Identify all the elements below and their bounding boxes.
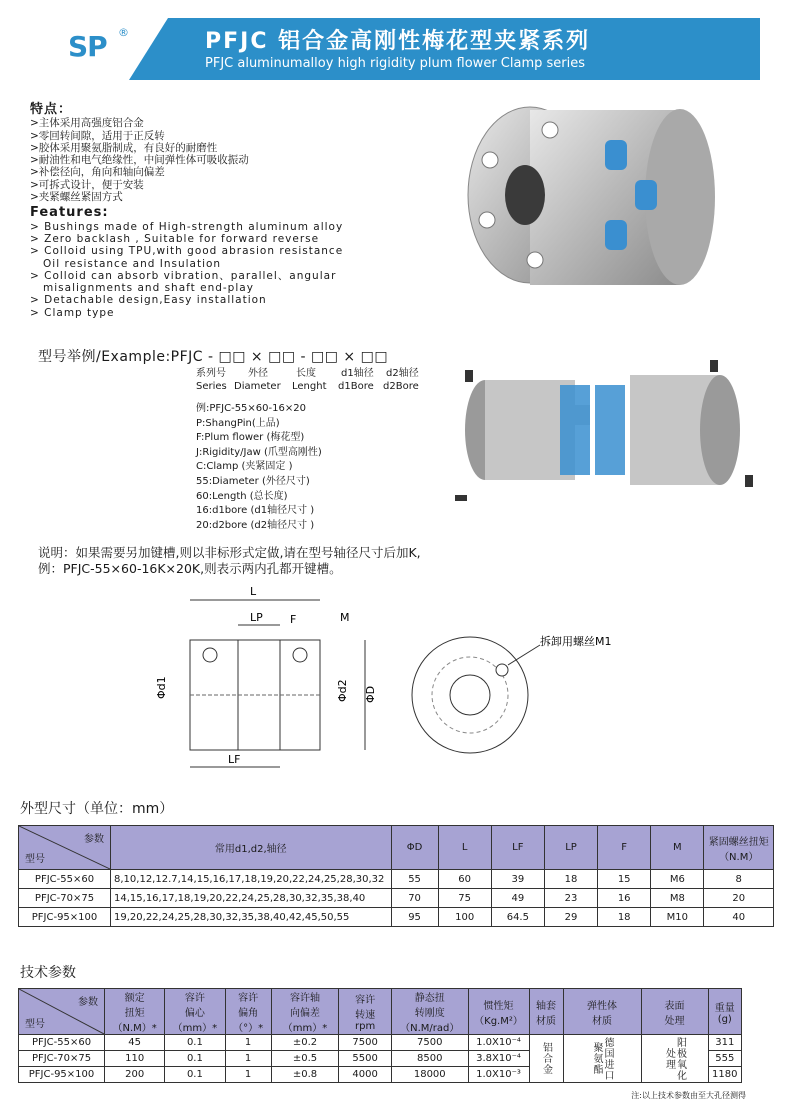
list-item: P:ShangPin(上品) bbox=[196, 417, 280, 429]
dim-M-label: M bbox=[340, 611, 350, 624]
note-line: 例：PFJC-55×60-16K×20K,则表示两内孔都开键槽。 bbox=[38, 561, 342, 576]
list-item: > Detachable design,Easy installation bbox=[30, 294, 267, 307]
table-row: PFJC-95×100 19,20,22,24,25,28,30,32,35,38,40,42,45,50,55 95 100 64.5 29 18 M10 40 bbox=[19, 908, 774, 927]
column-label: d2Bore bbox=[383, 381, 419, 392]
column-header: 容许 转速 rpm bbox=[339, 989, 392, 1035]
column-label: d1轴径 bbox=[341, 368, 374, 379]
list-item: 例:PFJC-55×60-16×20 bbox=[196, 403, 306, 414]
list-item: F:Plum flower (梅花型) bbox=[196, 432, 305, 444]
column-header: 容许 偏角 （°）* bbox=[225, 989, 271, 1035]
list-item: >夹紧螺丝紧固方式 bbox=[30, 191, 123, 204]
tech-table bbox=[18, 988, 742, 1083]
column-header: L bbox=[438, 826, 491, 870]
list-item: 60:Length (总长度) bbox=[196, 490, 288, 502]
column-header: 轴套 材质 bbox=[529, 989, 563, 1035]
list-item: J:Rigidity/Jaw (爪型高刚性) bbox=[196, 446, 322, 458]
brand-logo bbox=[50, 20, 170, 78]
features-cn-list bbox=[30, 117, 450, 203]
column-header: 常用d1,d2,轴径 bbox=[111, 826, 392, 870]
column-label: Diameter bbox=[234, 381, 281, 392]
table-row: PFJC-70×75 110 0.1 1 ±0.5 5500 8500 3.8X10⁻⁴ 555 bbox=[19, 1051, 742, 1067]
list-item: 20:d2bore (d2轴径尺寸 ) bbox=[196, 519, 315, 531]
column-header: M bbox=[651, 826, 704, 870]
registered-icon: ® bbox=[118, 26, 129, 39]
material-elastomer: 德国进口聚氨酯 bbox=[563, 1035, 641, 1083]
features-block bbox=[30, 104, 450, 319]
product-photo-exploded bbox=[455, 355, 755, 505]
list-item: Oil resistance and Insulation bbox=[30, 257, 222, 270]
example-title: 型号举例/Example:PFJC - □□ × □□ - □□ × □□ bbox=[38, 349, 389, 365]
product-photo-coupling bbox=[455, 100, 725, 305]
features-en-list bbox=[30, 221, 450, 319]
dim-d2-label: Φd2 bbox=[336, 679, 349, 702]
example-explanation bbox=[196, 402, 322, 533]
column-header: 惯性矩 （Kg.M²） bbox=[468, 989, 529, 1035]
column-header: F bbox=[598, 826, 651, 870]
list-item: misalignments and shaft end-play bbox=[30, 282, 254, 295]
list-item: 55:Diameter (外径尺寸) bbox=[196, 475, 310, 487]
note-block bbox=[38, 545, 421, 577]
column-header: LF bbox=[491, 826, 544, 870]
list-item: >可拆式设计，便于安装 bbox=[30, 178, 144, 191]
dim-d1-label: Φd1 bbox=[155, 676, 168, 699]
list-item: >胶体采用聚氨脂制成，有良好的耐磨性 bbox=[30, 141, 218, 154]
table-row: PFJC-55×60 45 0.1 1 ±0.2 7500 7500 1.0X10⁻⁴ 铝合金 德国进口聚氨酯 阳极氧化处理 311 bbox=[19, 1035, 742, 1051]
features-en-heading: Features: bbox=[30, 205, 109, 221]
column-header: 容许 偏心 （mm）* bbox=[165, 989, 225, 1035]
list-item: > Zero backlash , Suitable for forward reverse bbox=[30, 232, 320, 245]
dim-L-label: L bbox=[250, 585, 257, 598]
column-label: Series bbox=[196, 381, 227, 392]
list-item: >主体采用高强度铝合金 bbox=[30, 117, 144, 130]
header-corner: 参数 型号 bbox=[19, 826, 111, 870]
column-label: 外径 bbox=[248, 368, 268, 379]
header-corner: 参数 型号 bbox=[19, 989, 105, 1035]
list-item: >耐油性和电气绝缘性，中间弹性体可吸收振动 bbox=[30, 154, 249, 167]
column-label: 长度 bbox=[296, 368, 316, 379]
column-header: 紧固螺丝扭矩（N.M） bbox=[704, 826, 774, 870]
column-label: d2轴径 bbox=[386, 368, 419, 379]
dims-table bbox=[18, 825, 774, 927]
example-columns bbox=[196, 367, 431, 393]
column-label: 系列号 bbox=[196, 368, 226, 379]
tech-table-title: 技术参数 bbox=[20, 965, 76, 981]
dim-LF-label: LF bbox=[228, 753, 241, 766]
screw-note: 拆卸用螺丝M1 bbox=[540, 635, 612, 648]
dims-table-title: 外型尺寸（单位：mm） bbox=[20, 801, 174, 817]
column-header: 表面 处理 bbox=[641, 989, 708, 1035]
note-line: 说明：如果需要另加键槽,则以非标形式定做,请在型号轴径尺寸后加K, bbox=[38, 545, 421, 560]
dim-LP-label: LP bbox=[250, 611, 263, 624]
list-item: >零回转间隙，适用于正反转 bbox=[30, 129, 165, 142]
list-item: > Bushings made of High-strength aluminum alloy bbox=[30, 220, 344, 233]
list-item: >补偿径向，角向和轴向偏差 bbox=[30, 166, 165, 179]
header bbox=[0, 0, 790, 92]
list-item: 16:d1bore (d1轴径尺寸 ) bbox=[196, 505, 315, 517]
list-item: > Colloid using TPU,with good abrasion resistance bbox=[30, 245, 344, 258]
surface-treatment: 阳极氧化处理 bbox=[641, 1035, 708, 1083]
column-header: 重量 (g) bbox=[708, 989, 741, 1035]
column-header: 额定 扭矩 （N.M）* bbox=[105, 989, 165, 1035]
column-header: 弹性体 材质 bbox=[563, 989, 641, 1035]
column-header: ΦD bbox=[391, 826, 438, 870]
features-cn-heading: 特点： bbox=[30, 102, 73, 117]
dim-D-label: ΦD bbox=[364, 685, 377, 703]
list-item: > Clamp type bbox=[30, 306, 115, 319]
column-header: 静态扭 转刚度 （N.M/rad） bbox=[391, 989, 468, 1035]
logo-mark: SP bbox=[68, 30, 107, 63]
column-label: d1Bore bbox=[338, 381, 374, 392]
column-header: 容许轴 向偏差 （mm）* bbox=[271, 989, 339, 1035]
page-title-en: PFJC aluminumalloy high rigidity plum flower Clamp series bbox=[205, 56, 585, 71]
page-title-cn: PFJC 铝合金高刚性梅花型夹紧系列 bbox=[205, 29, 591, 54]
table-row: PFJC-70×75 14,15,16,17,18,19,20,22,24,25,28,30,32,35,38,40 70 75 49 23 16 M8 20 bbox=[19, 889, 774, 908]
dim-F-label: F bbox=[290, 613, 297, 626]
list-item: > Colloid can absorb vibration、parallel、angular bbox=[30, 269, 337, 282]
table-row: PFJC-55×60 8,10,12,12.7,14,15,16,17,18,19,20,22,24,25,28,30,32 55 60 39 18 15 M6 8 bbox=[19, 870, 774, 889]
column-label: Lenght bbox=[292, 381, 327, 392]
table-row: PFJC-95×100 200 0.1 1 ±0.8 4000 18000 1.0X10⁻³ 1180 bbox=[19, 1067, 742, 1083]
column-header: LP bbox=[544, 826, 597, 870]
list-item: C:Clamp (夹紧固定 ) bbox=[196, 461, 293, 473]
material-sleeve: 铝合金 bbox=[529, 1035, 563, 1083]
dimension-drawing bbox=[150, 585, 690, 785]
footnote: 注:以上技术参数由至大孔径测得 bbox=[631, 1091, 746, 1100]
